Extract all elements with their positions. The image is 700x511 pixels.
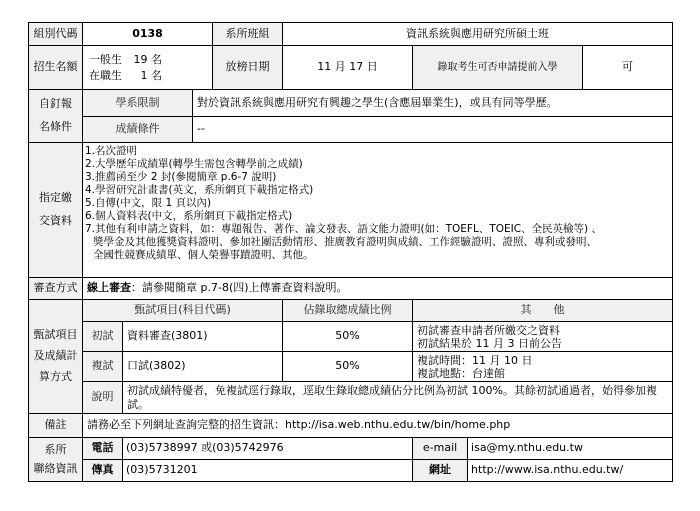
phone-label: 電話 — [83, 438, 123, 460]
second-round-note: 複試地點：台達館 — [417, 366, 506, 380]
academic-label: 學系限制 — [83, 90, 193, 117]
dept-name: 資訊系統與應用研究所碩士班 — [283, 23, 673, 46]
documents-list — [83, 143, 673, 278]
quota-row — [29, 46, 673, 90]
email-label: e-mail — [413, 438, 468, 460]
document-item: 1.名次證明 — [85, 145, 138, 157]
general-count: 19 名 — [133, 52, 162, 66]
screening-label-line2: 及成績計 — [33, 349, 78, 363]
fax-value: (03)5731201 — [123, 460, 413, 482]
first-round-item: 資料審查(3801) — [123, 322, 283, 352]
review-text — [83, 278, 673, 300]
first-round-note: 初試結果於 11 月 3 日前公告 — [417, 336, 563, 350]
release-date: 11 月 17 日 — [283, 46, 413, 90]
review-label: 審查方式 — [29, 278, 83, 300]
employed-count: 1 名 — [140, 68, 162, 82]
header-row — [29, 23, 673, 46]
second-round-item: 口試(3802) — [123, 352, 283, 382]
review-bold-text: 線上審查 — [87, 281, 131, 295]
screening-label-line1: 甄試項目 — [33, 328, 78, 342]
second-round-note: 複試時間：11 月 10 日 — [417, 353, 533, 367]
first-round-ratio: 50% — [283, 322, 413, 352]
explain-label: 說明 — [83, 382, 123, 414]
documents-label — [29, 143, 83, 278]
first-round-notes — [413, 322, 673, 352]
grade-text: -- — [193, 117, 673, 143]
grade-label: 成績條件 — [83, 117, 193, 143]
second-round-row — [29, 352, 673, 382]
explain-text: 初試成績特優者，免複試逕行錄取，逕取生錄取總成績佔分比例為初試 100%。其餘初試通過者，始得參加複試。 — [123, 382, 673, 414]
quota-label: 招生名額 — [29, 46, 83, 90]
documents-label-line2: 交資料 — [39, 214, 72, 227]
col-ratio-header: 佔錄取總成績比例 — [283, 300, 413, 322]
explain-row — [29, 382, 673, 414]
web-value: http://www.isa.nthu.edu.tw/ — [468, 460, 673, 482]
second-round-label: 複試 — [83, 352, 123, 382]
web-label: 網址 — [413, 460, 468, 482]
document-item: 全國性競賽成績單、個人榮譽事蹟證明、其他。 — [93, 249, 314, 261]
first-round-note: 初試審查申請者所繳交之資料 — [417, 323, 561, 337]
admission-table — [28, 22, 673, 482]
employed-label: 在職生 — [89, 68, 122, 82]
early-admission-label: 錄取考生可否申請提前入學 — [413, 46, 583, 90]
general-label: 一般生 — [89, 52, 122, 66]
notes-label: 備註 — [29, 414, 83, 438]
academic-text: 對於資訊系統與應用研究有興趣之學生(含應屆畢業生)，或具有同等學歷。 — [193, 90, 673, 117]
fax-label: 傳真 — [83, 460, 123, 482]
admission-form — [28, 22, 672, 482]
document-item: 2.大學歷年成績單(轉學生需包含轉學前之成績) — [85, 158, 303, 170]
dept-label: 系所班組 — [213, 23, 283, 46]
document-item: 7.其他有利申請之資料，如：專題報告、著作、論文發表、語文能力證明(如：TOEFL、TOEIC、全民英檢等) 、 — [85, 223, 602, 235]
group-code: 0138 — [83, 23, 213, 46]
phone-value: (03)5738997 或(03)5742976 — [123, 438, 413, 460]
first-round-label: 初試 — [83, 322, 123, 352]
second-round-ratio: 50% — [283, 352, 413, 382]
quota-values — [83, 46, 213, 90]
col-items-header: 甄試項目(科目代碼) — [83, 300, 283, 322]
email-value: isa@my.nthu.edu.tw — [468, 438, 673, 460]
documents-row — [29, 143, 673, 278]
early-admission-value: 可 — [583, 46, 673, 90]
contact-label — [29, 438, 83, 482]
eligibility-grade-row — [29, 117, 673, 143]
eligibility-label-line1: 自釘報 — [39, 97, 72, 111]
review-row — [29, 278, 673, 300]
contact-label-line1: 系所 — [44, 442, 67, 456]
eligibility-academic-row — [29, 90, 673, 117]
release-label: 放榜日期 — [213, 46, 283, 90]
contact-row-2 — [29, 460, 673, 482]
first-round-row — [29, 322, 673, 352]
document-item: 4.學習研究計畫書(英文，系所網頁下載指定格式) — [85, 184, 314, 196]
group-code-label: 組別代碼 — [29, 23, 83, 46]
second-round-notes — [413, 352, 673, 382]
review-detail-text: ：請參閱簡章 p.7-8(四)上傳審查資料說明。 — [131, 281, 348, 295]
document-item: 獎學金及其他獲獎資料證明、參加社團活動情形、推廣教育證明與成績、工作經驗證明、證照、專利或發明、 — [93, 236, 597, 248]
notes-row — [29, 414, 673, 438]
eligibility-label — [29, 90, 83, 143]
screening-header-row — [29, 300, 673, 322]
document-item: 3.推薦函至少 2 封(參閱簡章 p.6-7 說明) — [85, 171, 277, 183]
documents-label-line1: 指定繳 — [39, 191, 72, 205]
screening-label-line3: 算方式 — [39, 369, 72, 383]
document-item: 6.個人資料表(中文，系所網頁下載指定格式) — [85, 210, 293, 222]
eligibility-label-line2: 名條件 — [39, 120, 72, 133]
notes-text: 請務必至下列網址查詢完整的招生資訊：http://isa.web.nthu.edu.tw/bin/home.php — [83, 414, 673, 438]
screening-label — [29, 300, 83, 414]
col-other-header: 其 他 — [413, 300, 673, 322]
contact-row-1 — [29, 438, 673, 460]
contact-label-line2: 聯絡資訊 — [33, 461, 78, 475]
document-item: 5.自傳(中文，限 1 頁以內) — [85, 197, 212, 209]
